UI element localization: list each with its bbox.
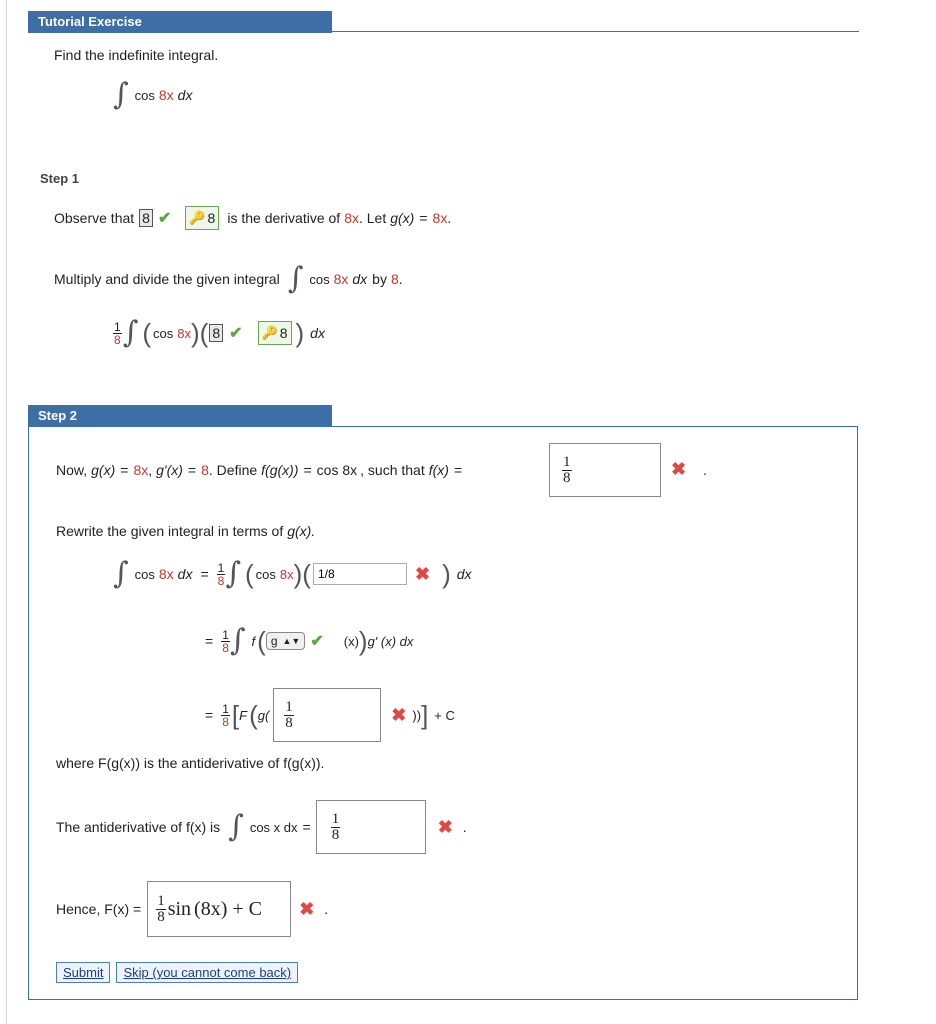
step1-label: Step 1: [40, 171, 80, 186]
frac-den: 8: [285, 714, 293, 731]
close-paren-text: )): [412, 707, 422, 723]
gpx-value: 8: [201, 462, 209, 478]
frac-num: 1: [114, 319, 121, 334]
check-icon: ✔: [229, 325, 243, 342]
rewrite-text: Rewrite the given integral in terms of: [56, 523, 284, 539]
gpx-text: g'(x): [156, 462, 183, 478]
x-mark-icon: ✖: [437, 816, 453, 837]
one-eighth-fraction: [217, 562, 226, 587]
frac-num: 1: [285, 698, 293, 715]
frac-num: 1: [157, 892, 165, 909]
open-paren: (: [249, 699, 258, 730]
problem-prompt: Find the indefinite integral.: [54, 47, 219, 63]
where-text: where F(g(x)) is the antiderivative of f(g(x)).: [56, 755, 325, 771]
x-paren-text: (x): [343, 633, 359, 649]
hence-line: [56, 881, 328, 937]
step1-rewrite-line: [113, 315, 325, 351]
frac-den: 8: [563, 469, 571, 486]
cos-text: cos: [134, 566, 155, 582]
close-paren: ): [442, 558, 451, 589]
x-mark-icon: ✖: [299, 898, 315, 919]
rewrite-equation-1: [113, 555, 472, 593]
fgx-value: cos 8x: [316, 462, 358, 478]
eq-sign: =: [205, 707, 214, 723]
antiderivative-line: [56, 800, 467, 854]
now-text: Now,: [56, 462, 88, 478]
integrand-arg: 8x: [158, 87, 174, 103]
cos-text: cos: [309, 271, 330, 287]
one-eighth-fraction: [113, 321, 122, 346]
answer-final-fraction: [156, 894, 166, 925]
period: .: [462, 819, 467, 835]
cosx-text: cos x dx: [249, 819, 298, 835]
page-left-border: [6, 0, 7, 1024]
eq-sign: =: [205, 633, 214, 649]
period: .: [703, 462, 707, 478]
step1-answer1-box[interactable]: 8: [139, 209, 153, 227]
eq-sign: =: [303, 462, 312, 478]
plus-c-text: + C: [232, 897, 262, 920]
answer-anti-fraction: [331, 812, 341, 843]
select-arrows-icon: ▲▼: [282, 636, 301, 646]
by-value: 8: [390, 271, 399, 287]
step2-label: Step 2: [38, 408, 78, 423]
check-icon: ✔: [310, 633, 324, 650]
dx-text: dx: [310, 325, 325, 341]
eq-sign: =: [187, 462, 197, 478]
rewrite-equation-3: [205, 687, 455, 743]
close-paren: ): [295, 317, 305, 348]
cos-text: cos: [153, 325, 174, 341]
answer-final-box[interactable]: [147, 881, 291, 937]
gx-value: 8x: [133, 462, 149, 478]
open-paren: (: [199, 317, 209, 348]
frac-den: 8: [331, 826, 340, 843]
step2-now-line: [56, 460, 467, 480]
eq-sign: =: [200, 566, 209, 582]
sin-text: sin: [167, 897, 192, 920]
dx-text: dx: [456, 566, 472, 582]
skip-button[interactable]: Skip (you cannot come back): [116, 962, 298, 983]
gx-value: 8x: [432, 210, 448, 226]
period: .: [324, 901, 329, 917]
period: .: [398, 271, 403, 287]
key-icon: 🔑: [189, 210, 206, 225]
problem-integral: [113, 77, 193, 112]
open-bracket: [: [231, 699, 240, 730]
frac-den: 8: [157, 908, 165, 925]
observe-prefix: Observe that: [54, 210, 135, 226]
integral-sign-icon: ∫: [122, 315, 139, 350]
gx-text: g(x): [390, 210, 415, 226]
check-icon: ✔: [157, 210, 172, 227]
rewrite-input[interactable]: [313, 563, 407, 585]
observe-suffix-b: . Let: [358, 210, 387, 226]
step1-key-answer2: [258, 321, 292, 345]
action-buttons: [56, 962, 298, 983]
integral-sign-icon: ∫: [229, 623, 246, 658]
sin-arg: (8x): [194, 897, 228, 920]
open-paren: (: [244, 558, 254, 589]
frac-den: 8: [222, 714, 229, 729]
step1-key-answer1: [185, 206, 219, 230]
open-paren: (: [302, 558, 311, 589]
define-text: . Define: [208, 462, 258, 478]
integrand-arg: 8x: [177, 325, 191, 341]
gx-text: g(x): [91, 462, 116, 478]
frac-num: 1: [217, 560, 225, 575]
g-select[interactable]: [266, 632, 306, 650]
answer-F-box[interactable]: [273, 688, 381, 742]
step2-header: [28, 405, 332, 427]
one-eighth-fraction: [221, 703, 230, 728]
dx-text: dx: [352, 271, 368, 287]
answer-F-fraction: [284, 700, 294, 731]
hence-text: Hence, F(x) =: [56, 901, 142, 917]
frac-den: 8: [114, 332, 121, 347]
exercise-title: Tutorial Exercise: [38, 14, 142, 29]
eq-sign: =: [302, 819, 311, 835]
rewrite-equation-2: [205, 622, 413, 660]
step1-observe-line: [54, 206, 451, 230]
frac-num: 1: [222, 701, 229, 716]
integrand-arg: 8x: [333, 271, 349, 287]
x-mark-icon: ✖: [671, 459, 687, 479]
integral-sign-icon: ∫: [225, 556, 241, 591]
x-mark-icon: ✖: [414, 563, 431, 584]
such-text: , such that: [360, 462, 425, 478]
header-rule: [332, 31, 859, 32]
close-paren: ): [293, 558, 303, 589]
open-paren: (: [142, 317, 151, 348]
integrand-arg: 8x: [158, 566, 174, 582]
multiply-text: Multiply and divide the given integral: [54, 271, 280, 287]
by-text: by: [372, 271, 387, 287]
answer-fx-fraction: [562, 455, 572, 486]
frac-num: 1: [563, 453, 571, 470]
observe-suffix-a: is the derivative of: [227, 210, 341, 226]
one-eighth-fraction: [221, 629, 230, 654]
frac-num: 1: [331, 810, 340, 827]
plus-c-text: + C: [434, 707, 455, 723]
eq-sign: =: [120, 462, 129, 478]
answer-antiderivative-box[interactable]: [316, 800, 426, 854]
dx-text: dx: [177, 87, 193, 103]
eq-sign: =: [453, 462, 463, 478]
answer-fx-box[interactable]: [549, 443, 661, 497]
dx-text: dx: [177, 566, 193, 582]
integral-sign-icon: ∫: [113, 556, 129, 591]
F-letter: F: [239, 707, 248, 723]
eq-sign: =: [419, 210, 428, 226]
period: .: [447, 210, 452, 226]
integral-sign-icon: ∫: [113, 77, 129, 112]
integral-sign-icon: ∫: [228, 809, 244, 844]
g-open-text: g(: [257, 707, 270, 723]
fgx-text: f(g(x)): [261, 462, 299, 478]
cos-text: cos: [255, 566, 276, 582]
close-paren: ): [190, 317, 200, 348]
key-answer2-value: 8: [279, 325, 288, 341]
comma: ,: [148, 462, 153, 478]
f-letter: f: [251, 633, 256, 649]
select-value: g: [270, 634, 278, 648]
integrand-arg: 8x: [279, 566, 294, 582]
observe-arg: 8x: [344, 210, 359, 226]
close-bracket: ]: [421, 699, 429, 730]
exercise-header: [28, 11, 332, 33]
open-paren: (: [257, 625, 266, 656]
step1-answer2-box[interactable]: 8: [209, 324, 223, 342]
frac-num: 1: [222, 627, 229, 642]
frac-den: 8: [217, 573, 225, 588]
fx-text: f(x): [428, 462, 449, 478]
cos-text: cos: [134, 87, 155, 103]
close-paren: ): [358, 625, 368, 656]
key-answer1-value: 8: [207, 210, 216, 226]
x-mark-icon: ✖: [391, 704, 407, 725]
frac-den: 8: [222, 640, 229, 655]
rewrite-line: [56, 523, 315, 539]
integral-sign-icon: ∫: [287, 261, 304, 296]
submit-button[interactable]: Submit: [56, 962, 110, 983]
antideriv-text: The antiderivative of f(x) is: [56, 819, 221, 835]
key-icon: 🔑: [261, 325, 278, 340]
gprime-text: g' (x) dx: [367, 633, 414, 649]
step1-multiply-line: [54, 262, 403, 296]
gx-term: g(x).: [287, 523, 316, 539]
